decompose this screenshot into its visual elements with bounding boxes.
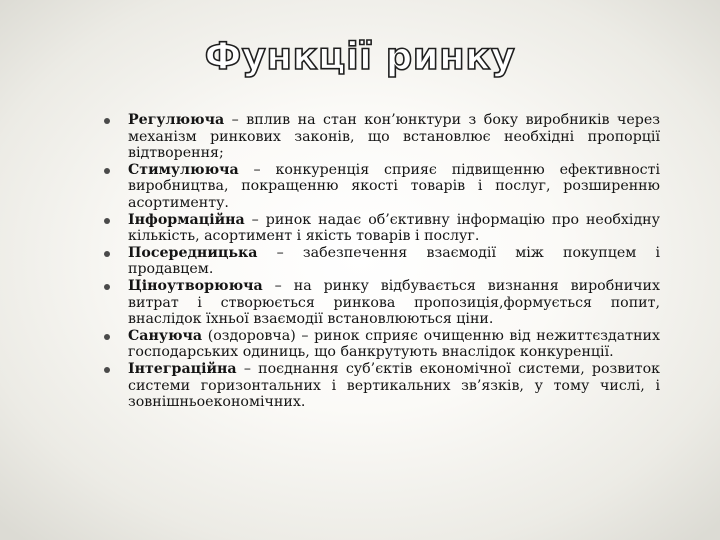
bullet-text: [128, 162, 660, 212]
bullet-description: – конкуренція сприяє підвищенню ефективності виробництва, покращенню якості товарів і послуг, розширенню асортименту.: [128, 161, 660, 211]
bullet-dot-icon: [104, 334, 110, 340]
bullet-dot-icon: [104, 251, 110, 257]
bullet-description: – поєднання суб’єктів економічної системи, розвиток системи горизонтальних і вертикальних зв’язків, у тому числі, і зовнішньоекономічних.: [128, 360, 660, 411]
bullet-text: [128, 212, 660, 245]
bullet-dot-icon: [104, 118, 110, 124]
bullet-dot-icon: [104, 168, 110, 174]
bullet-description: – на ринку відбувається визнання виробничих витрат і створюється ринкова пропозиція,формується попит, внаслідок їхньої взаємодії встановлюються ціни.: [128, 277, 660, 328]
bullet-item-sanitizing: [104, 328, 660, 361]
bullet-term: Сануюча: [128, 327, 203, 344]
bullet-dot-icon: [104, 367, 110, 373]
bullet-term: Інформаційна: [128, 211, 245, 228]
bullet-term: Інтеграційна: [128, 360, 237, 377]
bullet-text: [128, 245, 660, 278]
bullet-text: [128, 328, 660, 361]
bullet-description: – забезпечення взаємодії між покупцем і продавцем.: [128, 244, 660, 278]
bullet-dot-icon: [104, 218, 110, 224]
bullet-term: Стимулююча: [128, 161, 239, 178]
bullet-text: [128, 112, 660, 162]
bullet-description: (оздоровча) – ринок сприяє очищенню від нежиттєздатних господарських одиниць, що банкрутують внаслідок конкуренції.: [128, 327, 660, 361]
bullet-list: [104, 112, 660, 411]
bullet-description: – ринок надає об’єктивну інформацію про необхідну кількість, асортимент і якість товарів і послуг.: [128, 211, 660, 245]
bullet-item-pricing: [104, 278, 660, 328]
bullet-description: – вплив на стан кон’юнктури з боку виробників через механізм ринкових законів, що встановлює необхідні пропорції відтворення;: [128, 112, 660, 162]
bullet-term: Посередницька: [128, 244, 258, 261]
bullet-item-informational: [104, 212, 660, 245]
bullet-text: [128, 361, 660, 411]
bullet-item-intermediary: [104, 245, 660, 278]
bullet-item-stimulating: [104, 162, 660, 212]
bullet-dot-icon: [104, 284, 110, 290]
bullet-text: [128, 278, 660, 328]
slide-title: Функції ринку: [204, 35, 516, 78]
bullet-item-integrating: [104, 361, 660, 411]
bullet-term: Ціноутворююча: [128, 277, 263, 294]
bullet-item-regulating: [104, 112, 660, 162]
bullet-term: Регулююча: [128, 112, 225, 128]
